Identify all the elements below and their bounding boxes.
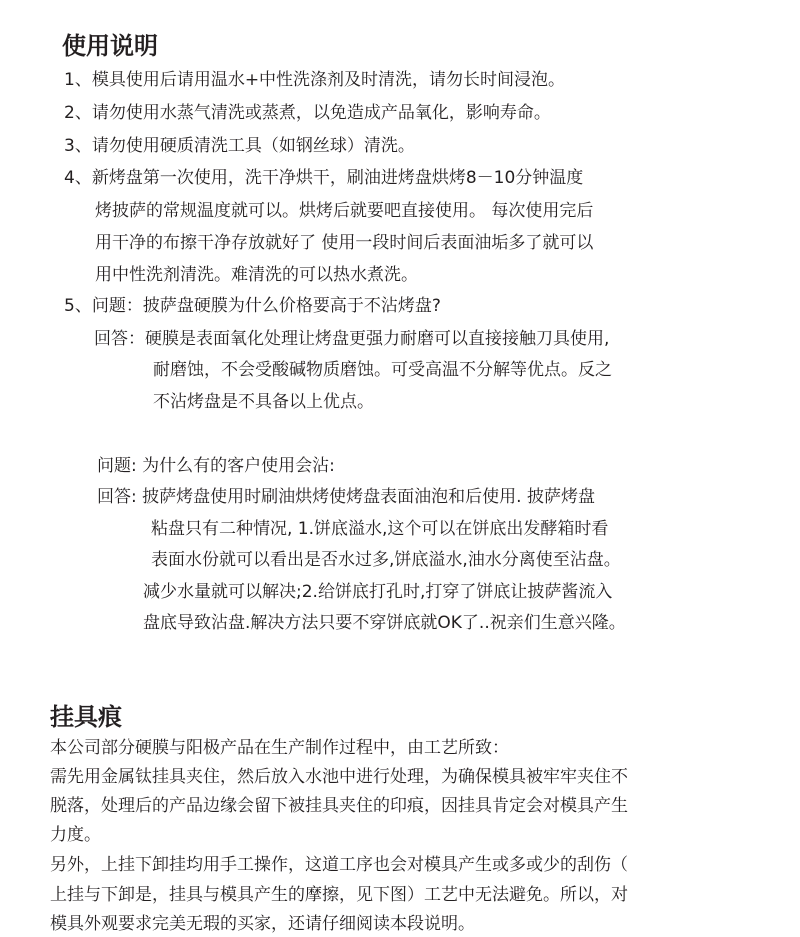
- usage-line-10: 耐磨蚀，不会受酸碱物质磨蚀。可受高温不分解等优点。反之: [153, 360, 612, 380]
- usage-line-5: 烤披萨的常规温度就可以。烘烤后就要吧直接使用。 每次使用完后: [95, 201, 594, 221]
- hanger-line-6: 上挂与下卸是，挂具与模具产生的摩擦，见下图）工艺中无法避免。所以，对: [50, 885, 628, 905]
- hanger-line-4: 力度。: [50, 825, 101, 845]
- hanger-line-7: 模具外观要求完美无瑕的买家，还请仔细阅读本段说明。: [50, 914, 475, 934]
- usage-line-9: 回答：硬膜是表面氧化处理让烤盘更强力耐磨可以直接接触刀具使用,: [94, 329, 610, 349]
- usage-line-1: 1、模具使用后请用温水+中性洗涤剂及时清洗，请勿长时间浸泡。: [64, 70, 566, 90]
- hanger-title: 挂具痕: [50, 703, 122, 731]
- usage-line-7: 用中性洗剂清洗。难清洗的可以热水煮洗。: [95, 265, 418, 285]
- usage-line-4: 4、新烤盘第一次使用，洗干净烘干，刷油进烤盘烘烤8－10分钟温度: [64, 168, 584, 188]
- usage-line-2: 2、请勿使用水蒸气清洗或蒸煮，以免造成产品氧化，影响寿命。: [64, 103, 551, 123]
- hanger-line-2: 需先用金属钛挂具夹住，然后放入水池中进行处理，为确保模具被牢牢夹住不: [50, 767, 628, 787]
- usage-title: 使用说明: [62, 32, 158, 60]
- usage-line-8: 5、问题：披萨盘硬膜为什么价格要高于不沾烤盘?: [64, 296, 441, 316]
- usage-line-12: 问题: 为什么有的客户使用会沾:: [97, 456, 335, 476]
- usage-line-13: 回答: 披萨烤盘使用时刷油烘烤使烤盘表面油泡和后使用. 披萨烤盘: [97, 487, 595, 507]
- usage-line-14: 粘盘只有二种情况, 1.饼底溢水,这个可以在饼底出发酵箱时看: [151, 519, 609, 539]
- usage-line-11: 不沾烤盘是不具备以上优点。: [153, 392, 374, 412]
- hanger-line-3: 脱落，处理后的产品边缘会留下被挂具夹住的印痕，因挂具肯定会对模具产生: [50, 796, 628, 816]
- usage-line-17: 盘底导致沾盘.解决方法只要不穿饼底就OK了..祝亲们生意兴隆。: [143, 613, 626, 633]
- usage-line-15: 表面水份就可以看出是否水过多,饼底溢水,油水分离使至沾盘。: [151, 550, 621, 570]
- usage-line-16: 减少水量就可以解决;2.给饼底打孔时,打穿了饼底让披萨酱流入: [143, 582, 613, 602]
- usage-line-3: 3、请勿使用硬质清洗工具（如钢丝球）清洗。: [64, 136, 415, 156]
- hanger-line-5: 另外，上挂下卸挂均用手工操作，这道工序也会对模具产生或多或少的刮伤（: [50, 855, 628, 875]
- usage-line-6: 用干净的布擦干净存放就好了 使用一段时间后表面油垢多了就可以: [95, 233, 594, 253]
- hanger-line-1: 本公司部分硬膜与阳极产品在生产制作过程中，由工艺所致：: [50, 738, 509, 758]
